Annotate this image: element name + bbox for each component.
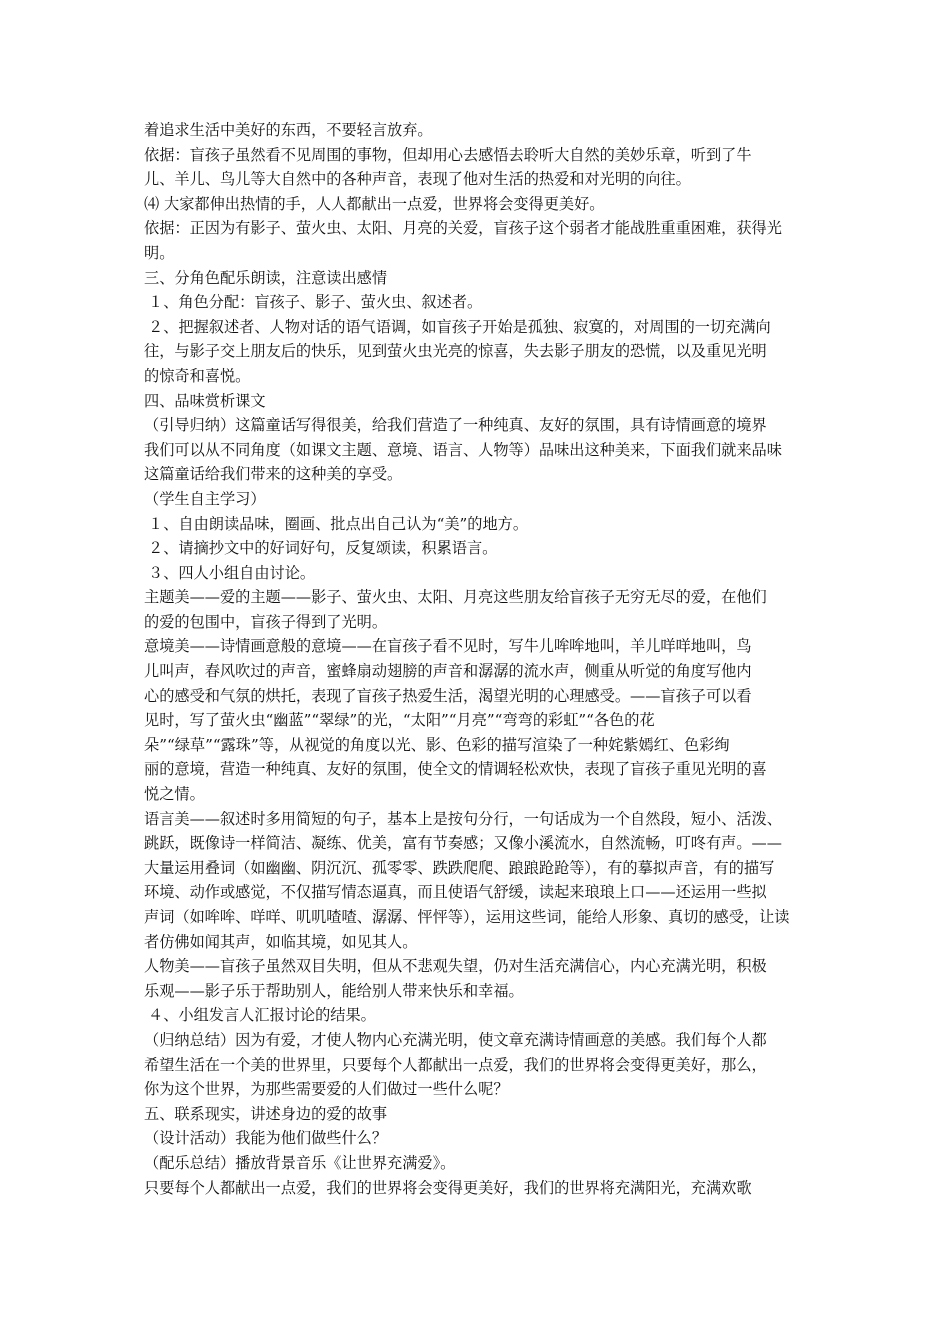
text-line: 大量运用叠词（如幽幽、阴沉沉、孤零零、跌跌爬爬、踉踉跄跄等），有的摹拟声音，有的描写 xyxy=(144,858,775,877)
text-line: 依据：盲孩子虽然看不见周围的事物，但却用心去感悟去聆听大自然的美妙乐章，听到了牛 xyxy=(144,145,752,164)
text-line: 的爱的包围中，盲孩子得到了光明。 xyxy=(144,612,387,631)
text-line: 人物美——盲孩子虽然双目失明，但从不悲观失望，仍对生活充满信心，内心充满光明，积极 xyxy=(144,957,767,976)
text-line: 往，与影子交上朋友后的快乐，见到萤火虫光亮的惊喜，失去影子朋友的恐慌，以及重见光明 xyxy=(144,342,767,361)
text-line: 乐观——影子乐于帮助别人，能给别人带来快乐和幸福。 xyxy=(144,981,524,1000)
text-line: ３、四人小组自由讨论。 xyxy=(148,563,316,582)
text-line: 希望生活在一个美的世界里，只要每个人都献出一点爱，我们的世界将会变得更美好，那么， xyxy=(144,1055,767,1074)
text-line: 朵”“绿草”“露珠”等，从视觉的角度以光、影、色彩的描写渲染了一种姹紫嫣红、色彩绚 xyxy=(144,735,730,754)
text-line: 这篇童话给我们带来的这种美的享受。 xyxy=(144,465,403,484)
section-heading: 三、分角色配乐朗读，注意读出感情 xyxy=(144,268,387,287)
text-line: 我们可以从不同角度（如课文主题、意境、语言、人物等）品味出这种美来，下面我们就来品味 xyxy=(144,440,782,459)
text-line: 者仿佛如闻其声，如临其境，如见其人。 xyxy=(144,932,418,951)
text-line: ⑷ 大家都伸出热情的手，人人都献出一点爱，世界将会变得更美好。 xyxy=(144,194,605,213)
text-line: ２、把握叙述者、人物对话的语气语调，如盲孩子开始是孤独、寂寞的，对周围的一切充满向 xyxy=(148,317,771,336)
text-line: 儿叫声，春风吹过的声音，蜜蜂扇动翅膀的声音和潺潺的流水声，侧重从听觉的角度写他内 xyxy=(144,662,752,681)
text-line: 见时，写了萤火虫“幽蓝”“翠绿”的光，“太阳”“月亮”“弯弯的彩虹”“各色的花 xyxy=(144,711,655,730)
document-body xyxy=(144,118,816,1200)
text-line: 丽的意境，营造一种纯真、友好的氛围，使全文的情调轻松欢快，表现了盲孩子重见光明的喜 xyxy=(144,760,767,779)
section-heading: 五、联系现实，讲述身边的爱的故事 xyxy=(144,1104,387,1123)
text-line: 跳跃，既像诗一样简洁、凝练、优美，富有节奏感；又像小溪流水，自然流畅，叮咚有声。—— xyxy=(144,834,782,853)
text-line: 语言美——叙述时多用简短的句子，基本上是按句分行，一句话成为一个自然段，短小、活泼、 xyxy=(144,809,782,828)
section-heading: 四、品味赏析课文 xyxy=(144,391,266,410)
text-line: （配乐总结）播放背景音乐《让世界充满爱》。 xyxy=(144,1153,456,1172)
text-line: ２、请摘抄文中的好词好句，反复颂读，积累语言。 xyxy=(148,539,498,558)
text-line: （设计活动）我能为他们做些什么？ xyxy=(144,1129,387,1148)
text-line: （归纳总结）因为有爱，才使人物内心充满光明，使文章充满诗情画意的美感。我们每个人都 xyxy=(144,1030,767,1049)
text-line: 悦之情。 xyxy=(144,785,205,804)
text-line: 你为这个世界，为那些需要爱的人们做过一些什么呢？ xyxy=(144,1080,509,1099)
text-line: 着追求生活中美好的东西，不要轻言放弃。 xyxy=(144,121,433,139)
text-line: （学生自主学习） xyxy=(144,489,266,508)
text-line: 儿、羊儿、鸟儿等大自然中的各种声音，表现了他对生活的热爱和对光明的向往。 xyxy=(144,170,691,189)
text-line: 依据：正因为有影子、萤火虫、太阳、月亮的关爱，盲孩子这个弱者才能战胜重重困难，获得光 xyxy=(144,219,782,238)
text-line: 环境、动作或感觉，不仅描写情态逼真，而且使语气舒缓，读起来琅琅上口——还运用一些拟 xyxy=(144,883,767,902)
text-line: 主题美——爱的主题——影子、萤火虫、太阳、月亮这些朋友给盲孩子无穷无尽的爱，在他们 xyxy=(144,588,767,607)
text-line: 意境美——诗情画意般的意境——在盲孩子看不见时，写牛儿哞哞地叫，羊儿咩咩地叫，鸟 xyxy=(144,637,752,656)
text-line: ４、小组发言人汇报讨论的结果。 xyxy=(148,1006,376,1025)
text-line: １、自由朗读品味，圈画、批点出自己认为“美”的地方。 xyxy=(148,514,529,533)
text-line: 只要每个人都献出一点爱，我们的世界将会变得更美好，我们的世界将充满阳光，充满欢歌 xyxy=(144,1178,752,1197)
text-line: 明。 xyxy=(144,243,175,262)
text-line: （引导归纳）这篇童话写得很美，给我们营造了一种纯真、友好的氛围，具有诗情画意的境界 xyxy=(144,416,767,435)
text-line: 声词（如哞哞、咩咩、叽叽喳喳、潺潺、怦怦等），运用这些词，能给人形象、真切的感受，让读 xyxy=(144,908,790,926)
text-line: 的惊奇和喜悦。 xyxy=(144,366,251,385)
text-line: 心的感受和气氛的烘托，表现了盲孩子热爱生活，渴望光明的心理感受。——盲孩子可以看 xyxy=(144,686,752,705)
text-line: １、角色分配：盲孩子、影子、萤火虫、叙述者。 xyxy=(148,293,483,312)
